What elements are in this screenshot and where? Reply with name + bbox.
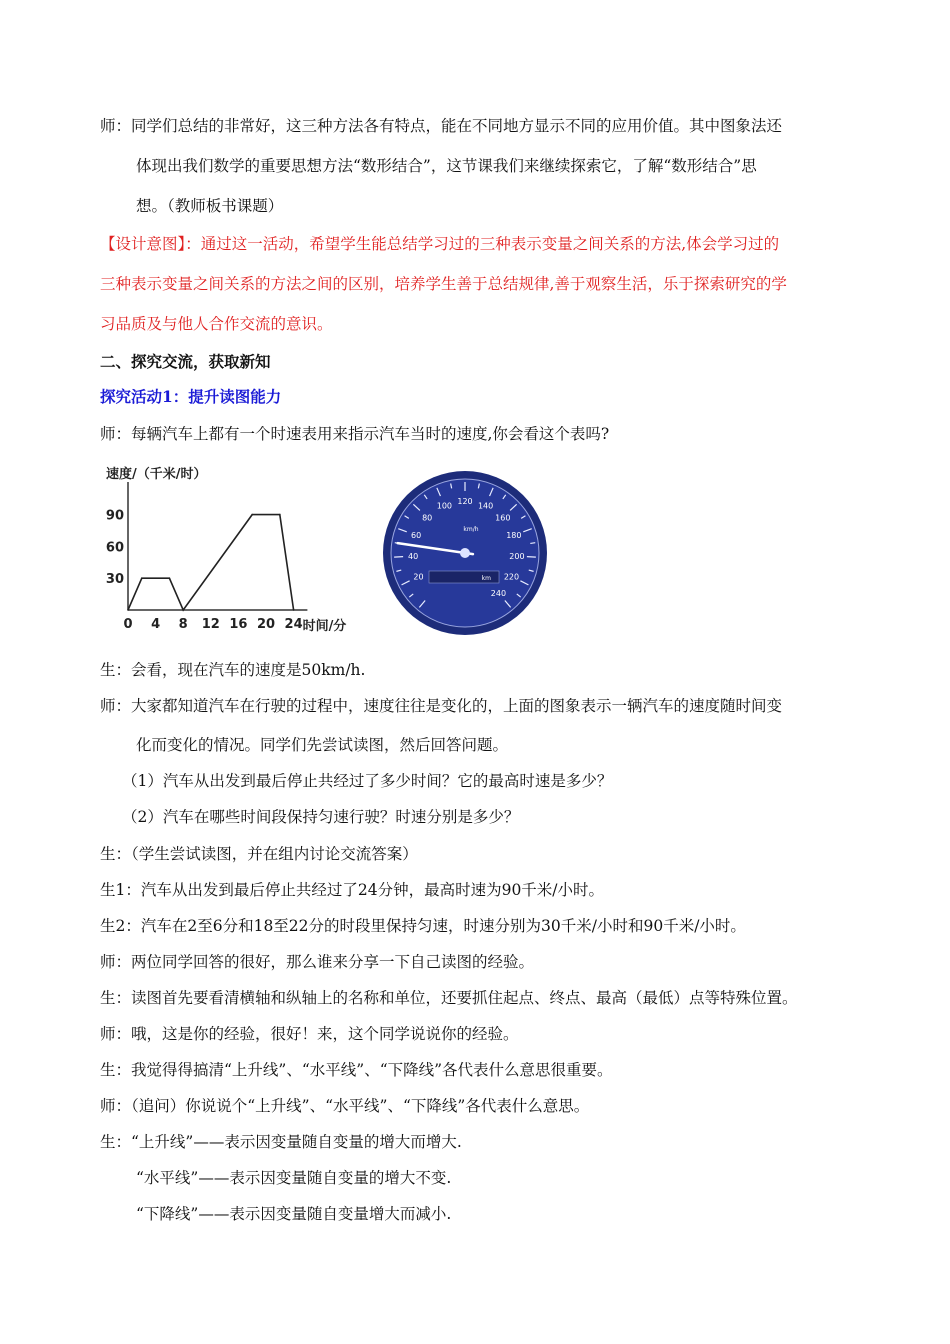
speed-time-chart bbox=[100, 462, 380, 642]
y-tick-label: 90 bbox=[105, 508, 124, 524]
design-intent-paragraph: 【设计意图】：通过这一活动，希望学生能总结学习过的三种表示变量之间关系的方法,体会学习过的 bbox=[100, 235, 780, 253]
question: （1）汽车从出发到最后停止共经过了多少时间？它的最高时速是多少？ bbox=[122, 772, 613, 790]
x-tick-label: 8 bbox=[178, 617, 188, 632]
paragraph: 师：同学们总结的非常好，这三种方法各有特点，能在不同地方显示不同的应用价值。其中图象法还 bbox=[100, 117, 783, 135]
gauge-tick bbox=[530, 543, 535, 544]
gauge-label: 180 bbox=[506, 531, 522, 541]
speedometer-image bbox=[380, 468, 550, 638]
odometer-unit: km bbox=[481, 575, 491, 582]
paragraph: 生：读图首先要看清横轴和纵轴上的名称和单位，还要抓住起点、终点、最高（最低）点等特殊位置。 bbox=[100, 989, 798, 1007]
data-point bbox=[279, 514, 281, 516]
paragraph: 师：大家都知道汽车在行驶的过程中，速度往往是变化的，上面的图象表示一辆汽车的速度随时间变 bbox=[100, 697, 783, 715]
paragraph: “水平线”——表示因变量随自变量的增大不变. bbox=[136, 1169, 452, 1187]
x-tick-label: 4 bbox=[151, 617, 161, 632]
design-intent-paragraph: 三种表示变量之间关系的方法之间的区别，培养学生善于总结规律,善于观察生活，乐于探索研究的学 bbox=[100, 275, 787, 293]
gauge-label: 200 bbox=[509, 552, 525, 562]
data-point bbox=[141, 577, 143, 579]
y-tick-label: 60 bbox=[105, 540, 124, 556]
section-heading: 二、探究交流，获取新知 bbox=[100, 352, 271, 371]
figure bbox=[100, 462, 560, 642]
design-intent-paragraph: 习品质及与他人合作交流的意识。 bbox=[100, 315, 333, 333]
paragraph: 体现出我们数学的重要思想方法“数形结合”，这节课我们来继续探索它，了解“数形结合”思 bbox=[136, 157, 757, 175]
y-tick-label: 30 bbox=[105, 572, 124, 588]
gauge-label: 60 bbox=[411, 531, 422, 541]
x-tick-label: 24 bbox=[284, 617, 303, 632]
data-point bbox=[127, 609, 129, 611]
paragraph: “下降线”——表示因变量随自变量增大而减小. bbox=[136, 1205, 452, 1223]
paragraph: 生：我觉得得搞清“上升线”、“水平线”、“下降线”各代表什么意思很重要。 bbox=[100, 1061, 613, 1079]
question: （2）汽车在哪些时间段保持匀速行驶？时速分别是多少？ bbox=[122, 808, 520, 826]
y-axis-label: 速度/（千米/时） bbox=[106, 467, 207, 482]
gauge-label: 20 bbox=[413, 572, 424, 582]
paragraph: 生1：汽车从出发到最后停止共经过了24分钟，最高时速为90千米/小时。 bbox=[100, 881, 605, 899]
gauge-label: 120 bbox=[457, 497, 473, 506]
paragraph: 师：两位同学回答的很好，那么谁来分享一下自己读图的经验。 bbox=[100, 953, 535, 971]
x-tick-label: 20 bbox=[256, 617, 276, 632]
activity-heading: 探究活动1：提升读图能力 bbox=[100, 387, 282, 406]
gauge-tick bbox=[527, 557, 536, 558]
paragraph: 想。（教师板书课题） bbox=[136, 197, 284, 215]
paragraph: 生：（学生尝试读图，并在组内讨论交流答案） bbox=[100, 845, 418, 863]
gauge-label: 220 bbox=[503, 572, 520, 582]
gauge-label: 40 bbox=[407, 552, 419, 562]
gauge-label: 140 bbox=[477, 501, 494, 511]
gauge-hub bbox=[460, 548, 470, 558]
gauge-tick bbox=[394, 557, 403, 558]
x-axis-label: 时间/分 bbox=[302, 619, 347, 634]
x-tick-label: 12 bbox=[201, 617, 220, 632]
paragraph: 生：“上升线”——表示因变量随自变量的增大而增大. bbox=[100, 1133, 462, 1151]
paragraph: 师：（追问）你说说个“上升线”、“水平线”、“下降线”各代表什么意思。 bbox=[100, 1097, 590, 1115]
paragraph: 师：哦，这是你的经验，很好！来，这个同学说说你的经验。 bbox=[100, 1025, 519, 1043]
paragraph: 师：每辆汽车上都有一个时速表用来指示汽车当时的速度,你会看这个表吗? bbox=[100, 425, 610, 443]
paragraph: 生2：汽车在2至6分和18至22分的时段里保持匀速，时速分别为30千米/小时和90千米/小时。 bbox=[100, 917, 746, 935]
gauge-label: 240 bbox=[490, 588, 507, 598]
data-point bbox=[251, 514, 253, 516]
gauge-label: 160 bbox=[495, 513, 511, 523]
data-point bbox=[182, 609, 184, 611]
paragraph: 生：会看，现在汽车的速度是50km/h. bbox=[100, 661, 366, 679]
data-point bbox=[293, 609, 295, 611]
speed-line bbox=[128, 515, 294, 610]
data-point bbox=[169, 577, 171, 579]
gauge-label: 100 bbox=[436, 501, 453, 511]
x-tick-label: 0 bbox=[123, 617, 133, 632]
gauge-unit: km/h bbox=[463, 526, 479, 533]
gauge-label: 80 bbox=[422, 513, 433, 523]
paragraph: 化而变化的情况。同学们先尝试读图，然后回答问题。 bbox=[136, 736, 509, 754]
x-tick-label: 16 bbox=[229, 617, 248, 632]
